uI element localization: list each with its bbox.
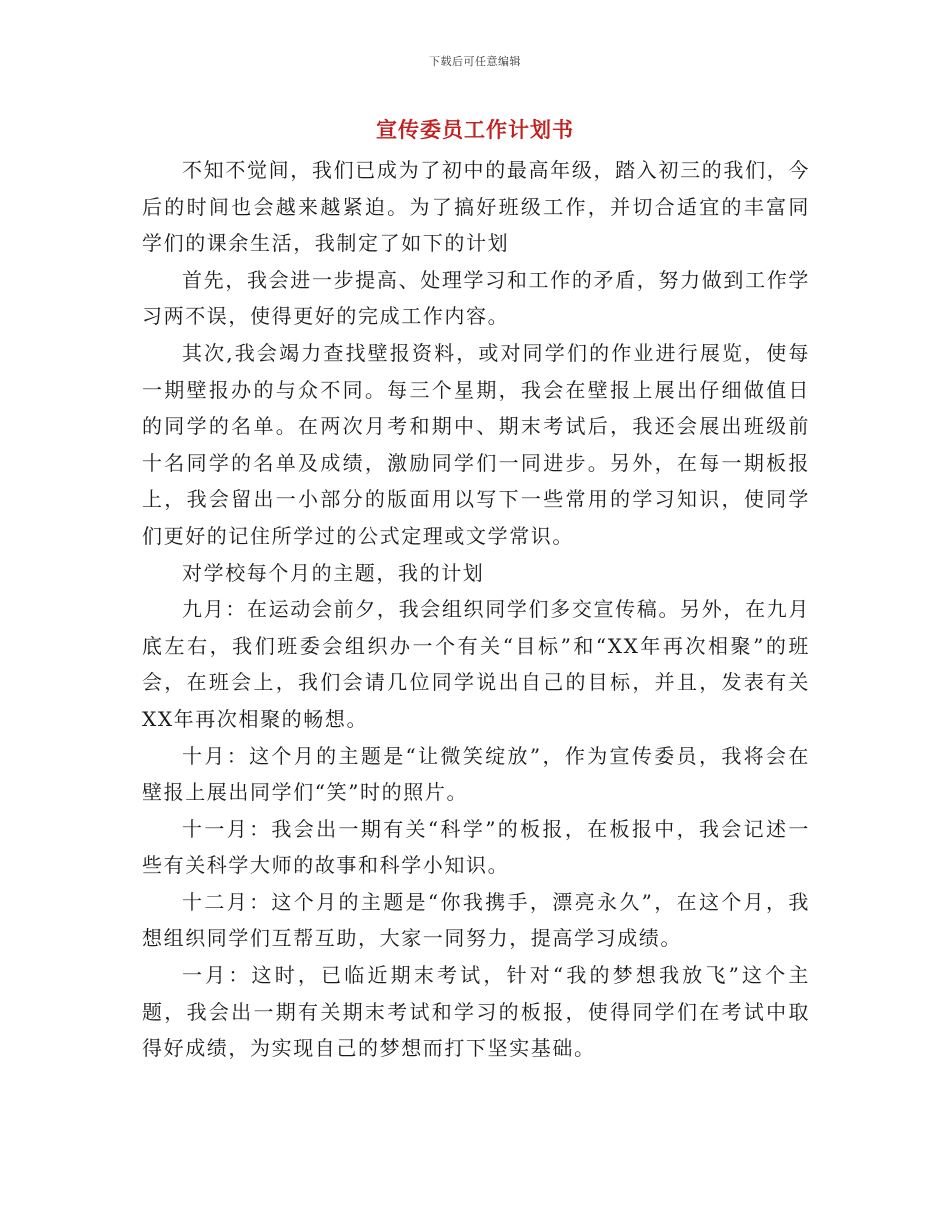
- paragraph-november: 十一月：我会出一期有关“科学”的板报，在板报中，我会记述一些有关科学大师的故事和科学小知识。: [142, 816, 810, 878]
- paragraph-december: 十二月：这个月的主题是“你我携手，漂亮永久”，在这个月，我想组织同学们互帮互助，大家一同努力，提高学习成绩。: [142, 889, 810, 951]
- document-body: [142, 152, 810, 1067]
- paragraph-monthly-heading: 对学校每个月的主题，我的计划: [182, 560, 485, 585]
- paragraph-october: 十月：这个月的主题是“让微笑绽放”，作为宣传委员，我将会在壁报上展出同学们“笑”时的照片。: [142, 743, 810, 805]
- paragraph-intro: 不知不觉间，我们已成为了初中的最高年级，踏入初三的我们，今后的时间也会越来越紧迫。为了搞好班级工作，并切合适宜的丰富同学们的课余生活，我制定了如下的计划: [142, 158, 810, 256]
- paragraph-january: 一月：这时，已临近期末考试，针对“我的梦想我放飞”这个主题，我会出一期有关期末考试和学习的板报，使得同学们在考试中取得好成绩，为实现自己的梦想而打下坚实基础。: [142, 963, 810, 1061]
- paragraph-september: 九月：在运动会前夕，我会组织同学们多交宣传稿。另外，在九月底左右，我们班委会组织办一个有关“目标”和“XX年再次相聚”的班会，在班会上，我们会请几位同学说出自己的目标，并且，发表有关XX年再次相聚的畅想。: [142, 597, 810, 731]
- paragraph-first: 首先，我会进一步提高、处理学习和工作的矛盾，努力做到工作学习两不误，使得更好的完成工作内容。: [142, 267, 810, 329]
- document-title: 宣传委员工作计划书: [376, 117, 574, 142]
- paragraph-second: 其次,我会竭力查找壁报资料，或对同学们的作业进行展览，使每一期壁报办的与众不同。每三个星期，我会在壁报上展出仔细做值日的同学的名单。在两次月考和期中、期末考试后，我还会展出班级前十名同学的名单及成绩，激励同学们一同进步。另外，在每一期板报上，我会留出一小部分的版面用以写下一些常用的学习知识，使同学们更好的记住所学过的公式定理或文学常识。: [142, 340, 810, 548]
- header-note: 下载后可任意编辑: [429, 55, 521, 68]
